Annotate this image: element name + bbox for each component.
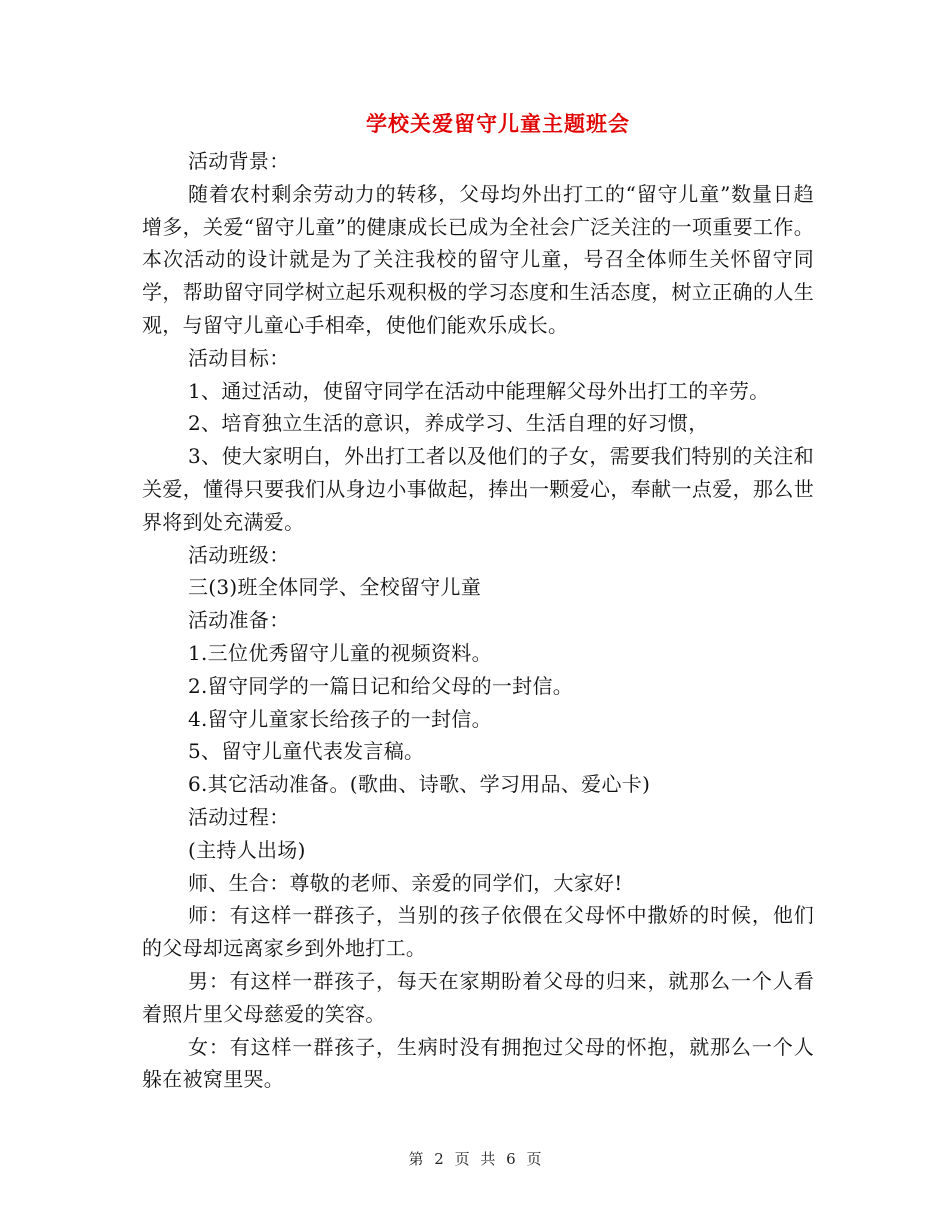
process-line: 师、生合：尊敬的老师、亲爱的同学们，大家好! [188,870,623,895]
section-heading-background: 活动背景： [188,149,290,173]
process-line: 师：有这样一群孩子，当别的孩子依偎在父母怀中撒娇的时候，他们的父母却远离家乡到外地打工。 [142,903,814,961]
paragraph-background: 随着农村剩余劳动力的转移，父母均外出打工的“留守儿童”数量日趋增多，关爱“留守儿童”的健康成长已成为全社会广泛关注的一项重要工作。本次活动的设计就是为了关注我校的留守儿童，号召全体师生关怀留守同学，帮助留守同学树立起乐观积极的学习态度和生活态度，树立正确的人生观，与留守儿童心手相牵，使他们能欢乐成长。 [142,181,814,337]
process-line: 女：有这样一群孩子，生病时没有拥抱过父母的怀抱，就那么一个人躲在被窝里哭。 [142,1034,814,1092]
section-heading-process: 活动过程： [188,804,290,829]
preparation-item: 4.留守儿童家长给孩子的一封信。 [188,706,492,731]
section-heading-goals: 活动目标： [188,345,290,370]
goal-item: 2、培育独立生活的意识，养成学习、生活自理的好习惯， [188,411,709,436]
preparation-item: 1.三位优秀留守儿童的视频资料。 [188,640,492,665]
preparation-item: 5、留守儿童代表发言稿。 [188,739,425,764]
goal-item: 1、通过活动，使留守同学在活动中能理解父母外出打工的辛劳。 [188,378,770,403]
section-heading-class: 活动班级： [188,542,290,567]
page-number-footer: 第 2 页 共 6 页 [408,1150,542,1168]
preparation-item: 6.其它活动准备。(歌曲、诗歌、学习用品、爱心卡) [188,772,651,797]
document-title: 学校关爱留守儿童主题班会 [366,111,630,136]
process-line: (主持人出场) [188,837,306,862]
goal-item: 3、使大家明白，外出打工者以及他们的子女，需要我们特别的关注和关爱，懂得只要我们从身边小事做起，捧出一颗爱心，奉献一点爱，那么世界将到处充满爱。 [142,444,814,534]
preparation-item: 2.留守同学的一篇日记和给父母的一封信。 [188,673,574,698]
paragraph-class: 三(3)班全体同学、全校留守儿童 [188,575,482,600]
document-body [142,145,814,1096]
section-heading-preparation: 活动准备： [188,608,290,633]
process-line: 男：有这样一群孩子，每天在家期盼着父母的归来，就那么一个人看着照片里父母慈爱的笑容。 [142,968,814,1026]
